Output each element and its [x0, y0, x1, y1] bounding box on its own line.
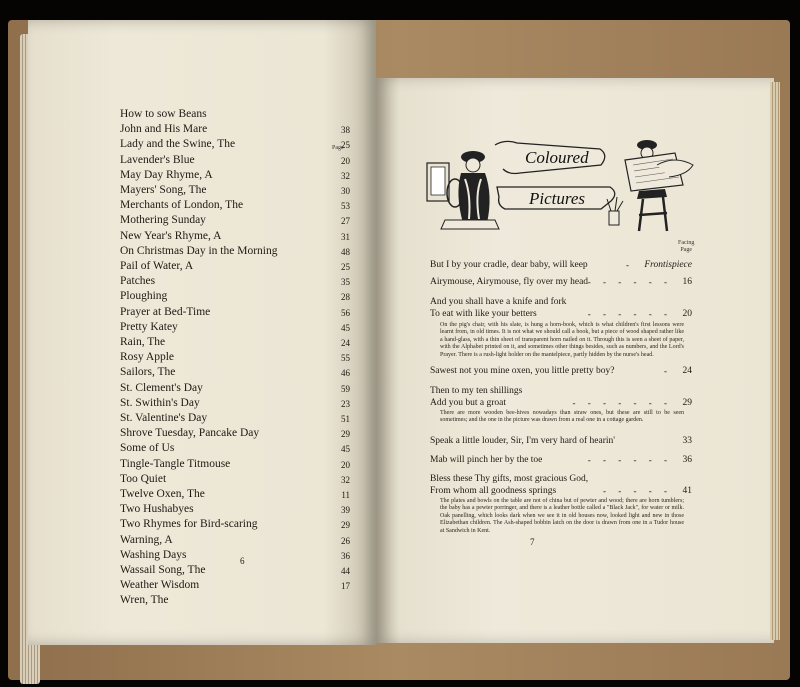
index-entry-title: Pail of Water, A [120, 260, 194, 272]
index-entry-title: Lady and the Swine, The [120, 138, 236, 151]
index-entry-page: 38 [341, 125, 350, 136]
picture-caption: Speak a little louder, Sir, I'm very hard of hearin' [430, 436, 615, 446]
index-entry [120, 199, 350, 215]
index-entry-page: 28 [341, 292, 350, 303]
picture-entry [430, 297, 692, 309]
index-entry [120, 123, 350, 139]
leader-dashes: - [664, 366, 672, 376]
header-word-pictures: Pictures [529, 189, 586, 208]
picture-page: 24 [682, 366, 692, 376]
index-entry [120, 488, 350, 504]
index-entry [120, 245, 350, 261]
index-entry-title: Washing Days [120, 548, 187, 561]
index-entry [120, 503, 350, 519]
index-entry-title: Rain, The [120, 336, 166, 348]
index-entry [120, 230, 350, 246]
page-number-left: 6 [240, 556, 245, 566]
index-entry-page: 51 [341, 414, 350, 424]
picture-entry [430, 366, 692, 378]
index-entry-page: 32 [341, 170, 350, 181]
facing-label-line-1: Facing [678, 240, 695, 246]
index-entry [120, 442, 350, 458]
picture-entry [430, 386, 692, 398]
picture-entry [430, 486, 692, 498]
index-entry [120, 108, 350, 124]
coloured-pictures-header-illustration [425, 135, 705, 235]
index-entry-page: 29 [341, 429, 350, 440]
index-entry-title: Merchants of London, The [120, 199, 244, 212]
index-entry-title: Sailors, The [120, 366, 176, 379]
index-entry [120, 260, 350, 276]
leader-dashes: - - - - - - [587, 277, 672, 287]
index-entry-title: Tingle-Tangle Titmouse [120, 457, 231, 470]
index-entry-page: 17 [341, 581, 350, 592]
index-entry-title: Wassail Song, The [120, 564, 206, 576]
picture-entry [430, 474, 692, 486]
picture-page: 33 [682, 436, 692, 446]
picture-caption: Add you but a groat [430, 398, 506, 408]
leader-dashes: - - - - - - [587, 455, 672, 465]
index-entry [120, 473, 350, 489]
index-entry [120, 214, 350, 230]
picture-page: 29 [682, 398, 692, 408]
index-entry [120, 382, 350, 398]
index-entry-page: 44 [341, 566, 350, 576]
index-entry-title: St. Clement's Day [120, 381, 203, 394]
facing-page-label [678, 240, 694, 254]
index-entry [120, 397, 350, 413]
index-entry-page: 45 [341, 444, 350, 455]
index-entry-page: 35 [341, 277, 350, 288]
index-entry [120, 336, 350, 352]
index-entry-title: May Day Rhyme, A [120, 168, 213, 181]
index-entry-page: 48 [341, 246, 350, 257]
index-entry [120, 275, 350, 291]
index-entry-page: 20 [341, 459, 350, 470]
picture-page: Frontispiece [644, 260, 692, 270]
picture-caption: But I by your cradle, dear baby, will keep [430, 260, 588, 270]
picture-page: 41 [682, 486, 692, 496]
index-entry [120, 169, 350, 185]
index-entry-title: Mothering Sunday [120, 214, 206, 227]
facing-label-line-2: Page [680, 247, 692, 253]
index-entry-title: St. Valentine's Day [120, 412, 208, 424]
index-entry-title: Pretty Katey [120, 320, 178, 333]
picture-caption: Bless these Thy gifts, most gracious God, [430, 474, 589, 484]
index-entry-page: 39 [341, 505, 350, 516]
index-entry-page: 30 [341, 186, 350, 196]
index-entry-page: 53 [341, 201, 350, 212]
index-entry-title: Lavender's Blue [120, 153, 195, 166]
page-edges-right [770, 82, 780, 640]
index-entry-page: 36 [341, 550, 350, 561]
index-entry [120, 549, 350, 565]
picture-caption: And you shall have a knife and fork [430, 297, 567, 307]
index-entry-title: Some of Us [120, 442, 175, 455]
picture-caption: From whom all goodness springs [430, 486, 557, 496]
picture-page: 36 [682, 455, 692, 465]
index-entry-page: 32 [341, 474, 350, 485]
index-entry-title: Prayer at Bed-Time [120, 305, 211, 318]
index-entry-page: 55 [341, 353, 350, 364]
index-entry-title: Mayers' Song, The [120, 184, 207, 196]
picture-entry [430, 398, 692, 410]
index-entry-title: Too Quiet [120, 472, 167, 485]
picture-page: 20 [682, 309, 692, 319]
leader-dashes: - - - - - [603, 486, 672, 496]
index-entry-title: Ploughing [120, 290, 168, 303]
picture-caption: To eat with like your betters [430, 309, 537, 319]
index-entry-title: Shrove Tuesday, Pancake Day [120, 427, 260, 440]
index-entry-title: Twelve Oxen, The [120, 488, 205, 500]
picture-entry [430, 309, 692, 321]
index-entry-title: Two Hushabyes [120, 503, 194, 516]
index-entry [120, 458, 350, 474]
index-entry [120, 154, 350, 170]
index-entry [120, 594, 350, 610]
index-entry [120, 366, 350, 382]
picture-caption: Then to my ten shillings [430, 386, 523, 396]
index-entry-page: 46 [341, 368, 350, 379]
index-entry-title: How to sow Beans [120, 108, 207, 120]
index-entry [120, 351, 350, 367]
picture-caption: Sawest not you mine oxen, you little pretty boy? [430, 366, 615, 376]
index-entry-page: 45 [341, 322, 350, 333]
index-entry-page: 20 [341, 155, 350, 166]
index-entry-title: St. Swithin's Day [120, 396, 200, 409]
index-entry-page: 25 [341, 262, 350, 272]
index-entry [120, 518, 350, 534]
index-entry-title: John and His Mare [120, 123, 208, 136]
index-entry-page: 56 [341, 307, 350, 318]
index-entry-title: Wren, The [120, 594, 169, 607]
index-entry-title: Warning, A [120, 533, 173, 546]
picture-note: There are more wooden bee-hives nowadays than straw ones, but these are still to be seen sometimes; and the one in the picture was drawn from a real one in a cottage garden. [440, 410, 684, 424]
index-entry-page: 24 [341, 338, 350, 348]
picture-note: On the pig's chair, with his slate, is hung a horn-book, which is what children's first lessons were learnt from, in old times. It is not what we should call a book, but a piece of wood shaped rather like a hand-glass, with a thin sheet of transparent horn nailed on it. Through this is seen a sheet of paper, with the Alphabet printed on it, and sometimes other things besides, such as numbers, and the Lord's Prayer. There is a rush-light holder on the mantelpiece, partly hidden by the nurse's head. [440, 322, 684, 358]
picture-note: The plates and bowls on the table are not of china but of pewter and wood; there are horn tumblers; the baby has a pewter porringer, and there is a leather bottle called a "Black Jack", for water or milk. Oak panelling, which looks dark when we see it in old houses now, looked light and new in those Elizabethan children. The Ash-shaped bobbin latch on the door is drawn from one in a Tudor house at Sandwich in Kent. [440, 498, 684, 534]
picture-entry [430, 260, 692, 272]
index-entry-title: New Year's Rhyme, A [120, 229, 222, 242]
index-entry [120, 412, 350, 428]
index-entry-page: 23 [341, 398, 350, 409]
index-entry [120, 564, 350, 580]
index-entry [120, 321, 350, 337]
header-word-coloured: Coloured [525, 148, 589, 167]
index-entry-title: Weather Wisdom [120, 579, 200, 592]
index-entry [120, 579, 350, 595]
leader-dashes: - - - - - - [587, 309, 672, 319]
picture-entry [430, 277, 692, 289]
picture-caption: Airymouse, Airymouse, fly over my head [430, 277, 589, 287]
index-entry-page: 31 [341, 231, 350, 242]
picture-page: 16 [682, 277, 692, 287]
index-entry [120, 184, 350, 200]
picture-entry [430, 436, 692, 448]
picture-entry [430, 455, 692, 467]
index-entry-title: Rosy Apple [120, 351, 174, 364]
leader-dashes: - [626, 260, 634, 270]
index-entry [120, 427, 350, 443]
index-entry-page: 27 [341, 216, 350, 227]
leader-dashes: - - - - - - - [572, 398, 672, 408]
index-entry-page: 59 [341, 383, 350, 394]
index-entry-page: 25 [341, 140, 350, 151]
page-number-right: 7 [530, 537, 535, 547]
page-column-header: Page [332, 145, 344, 151]
index-entry-title: Patches [120, 275, 156, 288]
index-entry [120, 138, 350, 154]
index-entry [120, 290, 350, 306]
index-entry-page: 26 [341, 535, 350, 546]
picture-caption: Mab will pinch her by the toe [430, 455, 543, 465]
index-entry-title: On Christmas Day in the Morning [120, 244, 278, 257]
index-entry [120, 306, 350, 322]
index-entry-title: Two Rhymes for Bird-scaring [120, 518, 258, 531]
index-entry-page: 29 [341, 520, 350, 531]
index-entry-page: 11 [341, 490, 350, 500]
index-entry [120, 534, 350, 550]
